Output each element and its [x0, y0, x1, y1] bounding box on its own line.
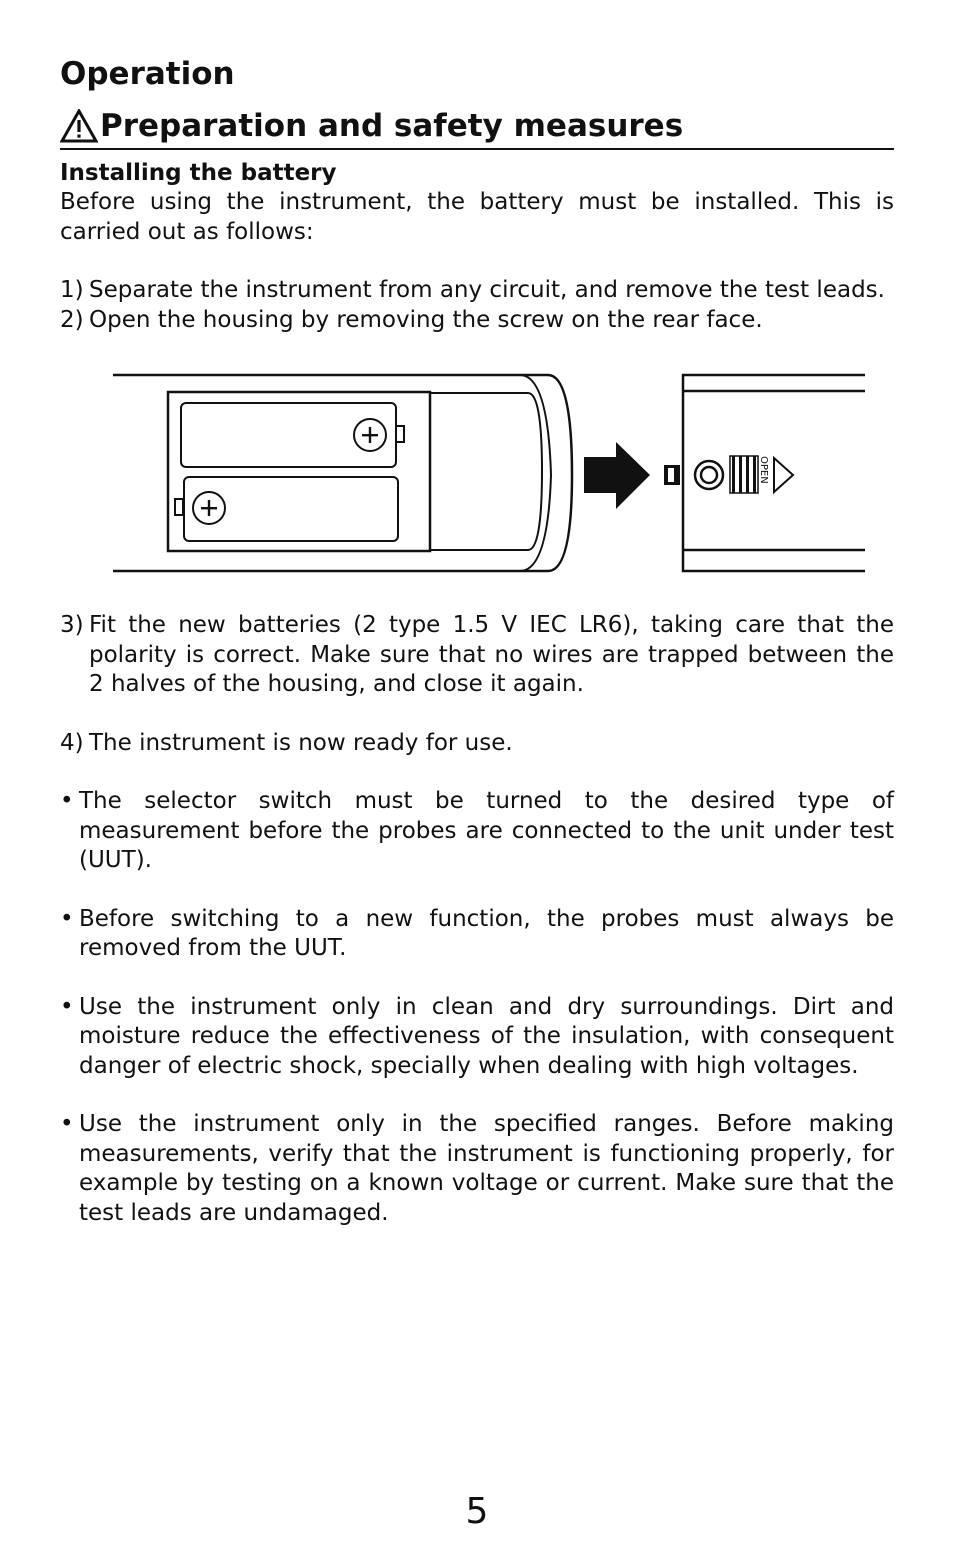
step-text: Open the housing by removing the screw on the rear face.: [89, 306, 763, 333]
step-text: Separate the instrument from any circuit, and remove the test leads.: [89, 277, 885, 303]
battery-diagram: [60, 335, 894, 611]
bullet-item: [60, 993, 894, 1082]
battery-figure: [60, 335, 894, 611]
bullet-symbol: •: [60, 788, 74, 814]
bullet-symbol: •: [60, 905, 74, 932]
bullet-symbol: •: [60, 1111, 74, 1137]
page-content: [60, 50, 894, 1228]
step-label: 4): [60, 729, 84, 756]
bullet-text: The selector switch must be turned to the desired type of measurement before the probes are connected to the unit under test (UUT).: [79, 788, 894, 873]
step-label: 1): [60, 277, 84, 303]
step-1: [60, 276, 894, 306]
open-arrow-icon: [774, 458, 793, 492]
screw-icon: [695, 461, 723, 489]
bullet-text: Use the instrument only in clean and dry surroundings. Dirt and moisture reduce the effectiveness of the insulation, with consequent danger of electric shock, specially when dealing with high voltages.: [79, 993, 894, 1079]
bullet-symbol: •: [60, 993, 74, 1020]
subsection-title: Installing the battery: [60, 160, 337, 186]
bullet-text: Use the instrument only in the specified ranges. Before making measurements, verify that the instrument is functioning properly, for example by testing on a known voltage or current. Make sure that the test leads are undamaged.: [79, 1111, 894, 1226]
bullet-item: [60, 1110, 894, 1228]
step-3: [60, 611, 894, 700]
arrow-right-icon: [584, 442, 650, 509]
section-title-text: Preparation and safety measures: [100, 108, 684, 144]
intro-text: Before using the instrument, the battery must be installed. This is carried out as follows:: [60, 189, 894, 245]
step-2: [60, 306, 894, 336]
bullet-item: [60, 905, 894, 964]
compartment-lid: [430, 393, 542, 550]
step-4: [60, 729, 894, 759]
step-label: 3): [60, 612, 84, 638]
step-label: 2): [60, 306, 84, 333]
page-heading: Operation: [60, 56, 235, 92]
battery-compartment: [168, 392, 430, 551]
warning-triangle-icon: [60, 109, 98, 143]
open-label: OPEN: [758, 456, 769, 484]
bullet-text: Before switching to a new function, the probes must always be removed from the UUT.: [79, 905, 894, 961]
step-text: Fit the new batteries (2 type 1.5 V IEC LR6), taking care that the polarity is correct. Make sure that no wires are trapped between the 2 halves of the housing, and close it again.: [89, 612, 894, 697]
section-title: [60, 104, 894, 150]
step-text: The instrument is now ready for use.: [89, 729, 513, 756]
page-number: 5: [465, 1491, 489, 1532]
bullet-item: [60, 787, 894, 876]
